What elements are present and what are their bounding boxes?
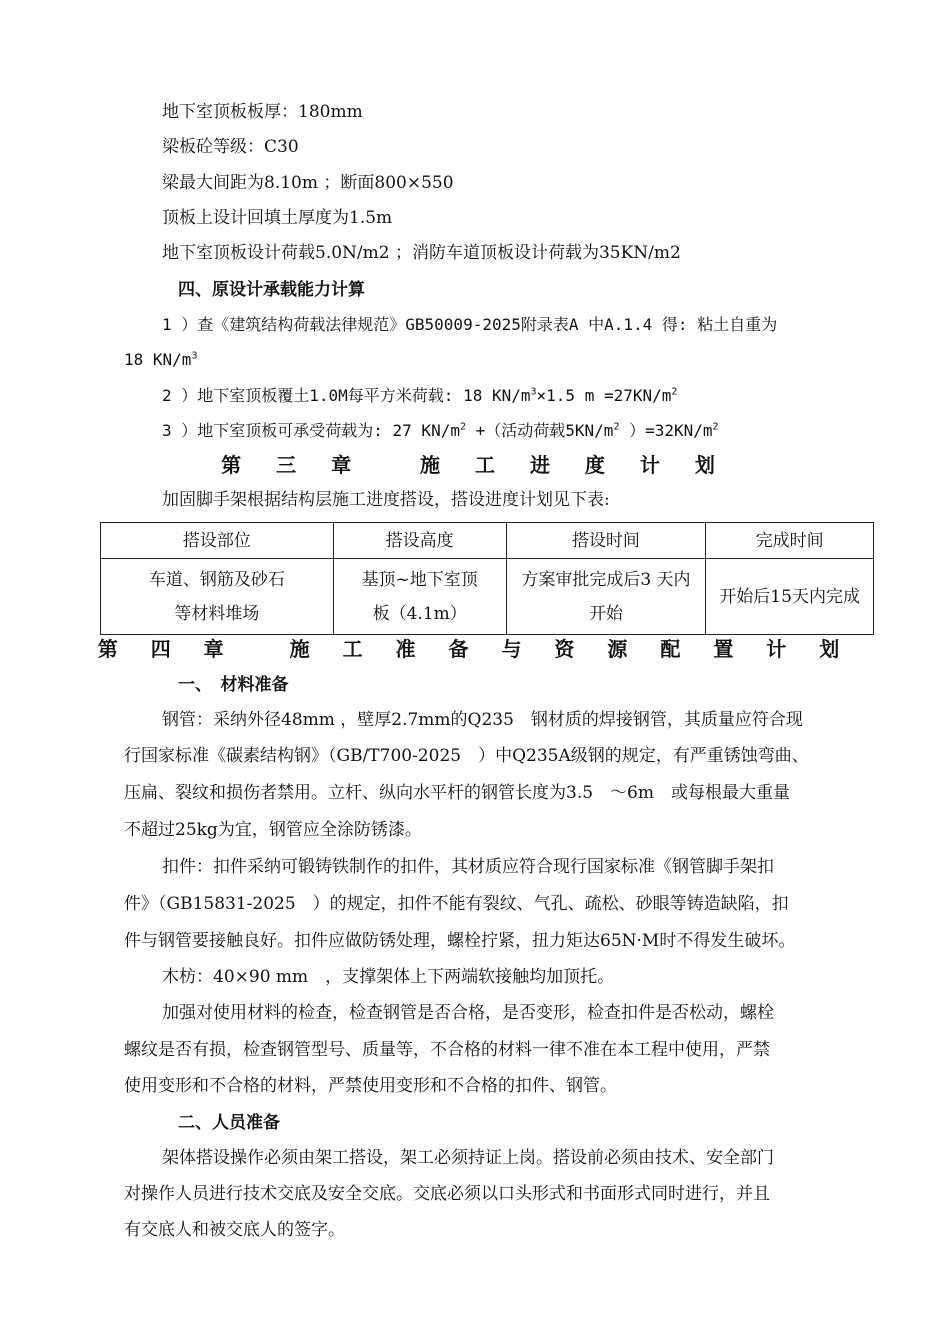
text-line: 钢管：采纳外径48mm ，壁厚2.7mm的Q235 钢材质的焊接钢管，其质量应符合现 [162,710,803,730]
text-line: 对操作人员进行技术交底及安全交底。交底必须以口头形式和书面形式同时进行，并且 [124,1184,770,1204]
table-header-cell: 搭设部位 [101,523,334,559]
text-line: 使用变形和不合格的材料，严禁使用变形和不合格的扣件、钢管。 [124,1076,617,1096]
text-line: 地下室顶板设计荷载5.0N/m2 ；消防车道顶板设计荷载为35KN/m2 [162,243,681,263]
text-line: 地下室顶板板厚：180mm [162,102,363,122]
chapter-4-title: 第 四 章 施 工 准 备 与 资 源 配 置 计 划 [97,637,853,661]
table-header-cell: 完成时间 [706,523,874,559]
text-line: 架体搭设操作必须由架工搭设，架工必须持证上岗。搭设前必须由技术、安全部门 [162,1148,774,1168]
table-header-cell: 搭设高度 [333,523,506,559]
schedule-table [100,522,874,635]
text-line: 加强对使用材料的检查，检查钢管是否合格，是否变形，检查扣件是否松动，螺栓 [162,1003,774,1023]
text-line: 木枋：40×90 mm ，支撑架体上下两端软接触均加顶托。 [162,967,615,987]
table-header-row [101,523,874,559]
calc-line-2: 2 ）地下室顶板覆土1.0M每平方米荷载: 18 $KN/m^3\times 1.5$ $m =27KN/m^2$ [162,386,678,405]
calc-line-3: 3 ）地下室顶板可承受荷载为: 27 $KN/m^2$ +（活动荷载$5KN/m^2$ ）$=32KN/m^2$ [162,421,719,440]
table-cell: 方案审批完成后3 天内开始 [506,559,706,635]
text-line: 不超过25kg为宜，钢管应全涂防锈漆。 [124,820,422,840]
text-line: 件与钢管要接触良好。扣件应做防锈处理，螺栓拧紧，扭力矩达65N·M时不得发生破坏。 [124,931,796,951]
text-line: 梁最大间距为8.10m ；断面800×550 [162,173,454,193]
calc-line-1: 1 ）查《建筑结构荷载法律规范》GB50009-2025附录表A 中A.1.4 得: 粘土自重为 [162,315,778,334]
section-heading: 四、原设计承载能力计算 [178,280,365,300]
table-cell: 开始后15天内完成 [706,559,874,635]
text-line: 有交底人和被交底人的签字。 [124,1220,345,1240]
text-line: 螺纹是否有损，检查钢管型号、质量等，不合格的材料一律不准在本工程中使用，严禁 [124,1040,770,1060]
table-header-cell: 搭设时间 [506,523,706,559]
subsection-heading: 一、 材料准备 [178,675,289,695]
chapter-3-title: 第 三 章 施 工 进 度 计 划 [221,453,729,477]
text-line: 压扁、裂纹和损伤者禁用。立杆、纵向水平杆的钢管长度为3.5 ～6m 或每根最大重量 [124,783,790,803]
text-line: 行国家标准《碳素结构钢》（GB/T700-2025 ）中Q235A级钢的规定，有严重锈蚀弯曲、 [124,746,809,766]
text-line: 件》（GB15831-2025 ）的规定，扣件不能有裂纹、气孔、疏松、砂眼等铸造缺陷，扣 [124,894,789,914]
table-cell: 车道、钢筋及砂石等材料堆场 [101,559,334,635]
text-line: 梁板砼等级：C30 [162,137,299,157]
calc-line-1-cont: 18 $KN/m^3$ [124,350,198,369]
text-line: 顶板上设计回填土厚度为1.5m [162,208,393,228]
subsection-heading: 二、人员准备 [178,1113,280,1133]
text-line: 扣件：扣件采纳可锻铸铁制作的扣件，其材质应符合现行国家标准《钢管脚手架扣 [162,857,774,877]
table-row [101,559,874,635]
table-cell: 基顶~地下室顶板（4.1m） [333,559,506,635]
chapter-3-intro: 加固脚手架根据结构层施工进度搭设，搭设进度计划见下表: [162,490,610,510]
